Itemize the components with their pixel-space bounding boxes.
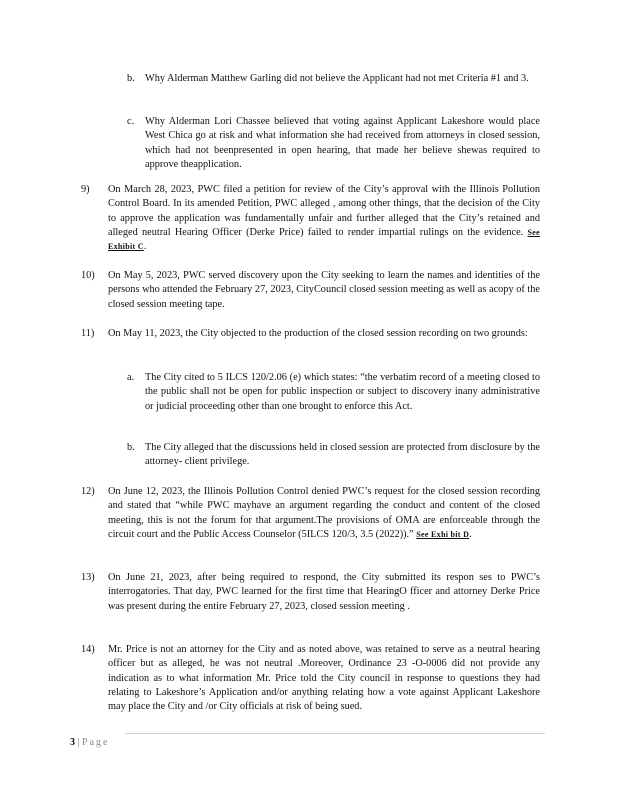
paragraph-11	[108, 327, 540, 341]
item-label: b.	[127, 442, 135, 453]
paragraph-13	[108, 571, 540, 614]
paragraph-text: On June 12, 2023, the Illinois Pollution Control denied PWC’s request for the closed session recording and stated that “while PWC mayhave an argument regarding the conduct and content of the closed meeting, this is not the forum for that argument.The provisions of OMA are enforceable through the circuit court and the Public Access Counselor (5ILCS 120/3, 3.5 (2022)).”	[108, 486, 540, 540]
paragraph-text: On March 28, 2023, PWC filed a petition for review of the City’s approval with the Illinois Pollution Control Board. In its amended Petition, PWC alleged , among other things, that the decision of the City to approve the application was fundamentally unfair and further alleged that the City’s retained and alleged neutral Hearing Officer (Derke Price) failed to render impartial rulings on the evidence.	[108, 184, 540, 238]
paragraph-number: 10)	[81, 270, 95, 281]
page-label: Page	[82, 737, 110, 748]
paragraph-12: On June 12, 2023, the Illinois Pollution Control denied PWC’s request for the closed session recording and stated that “while PWC mayhave an argument regarding the conduct and content of the closed meeting, this is not the forum for that argument.The provisions of OMA are enforceable through the circuit court and the Public Access Counselor (5ILCS 120/3, 3.5 (2022)).” See Exhi bit D.	[108, 486, 540, 540]
paragraph-text: On June 21, 2023, after being required to respond, the City submitted its respon ses to PWC’s interrogatories. That day, PWC learned for the first time that HearingO fficer and attorney Derke Price was present during the entire February 27, 2023, closed session meeting .	[108, 572, 540, 612]
paragraph-9: On March 28, 2023, PWC filed a petition for review of the City’s approval with the Illinois Pollution Control Board. In its amended Petition, PWC alleged , among other things, that the decision of the City to approve the application was fundamentally unfair and further alleged that the City’s retained and alleged neutral Hearing Officer (Derke Price) failed to render impartial rulings on the evidence. See Exhibit C.	[108, 184, 540, 253]
item-label: a.	[127, 372, 135, 383]
paragraph-text: Why Alderman Lori Chassee believed that voting against Applicant Lakeshore would place West Chica go at risk and what information she had received from attorneys in closed session, which had not beenpresented in open hearing, that made her believe shewas required to approve theapplication.	[145, 116, 540, 170]
paragraph-number: 9)	[81, 184, 90, 195]
subparagraph-b-garling	[145, 72, 540, 86]
item-label: c.	[127, 116, 135, 127]
paragraph-number: 12)	[81, 486, 95, 497]
subparagraph-c-chassee	[145, 115, 540, 172]
page-number: 3	[70, 737, 75, 748]
footer-separator: |	[77, 737, 80, 748]
paragraph-number: 13)	[81, 572, 95, 583]
paragraph-14	[108, 643, 540, 714]
paragraph-text: Why Alderman Matthew Garling did not believe the Applicant had not met Criteria #1 and 3.	[145, 73, 529, 84]
exhibit-c-reference[interactable]: See Exhibit C	[108, 227, 540, 252]
paragraph-number: 11)	[81, 328, 95, 339]
paragraph-text: On May 11, 2023, the City objected to the production of the closed session recording on two grounds:	[108, 328, 528, 339]
exhibit-d-reference[interactable]: See Exhi bit D	[416, 529, 470, 539]
item-label: b.	[127, 73, 135, 84]
paragraph-text: The City cited to 5 ILCS 120/2.06 (e) which states: “the verbatim record of a meeting closed to the public shall not be open for public inspection or subject to discovery inany administrative or judicial proceeding other than one brought to enforce this Act.	[145, 372, 540, 412]
paragraph-10	[108, 269, 540, 312]
footer-divider	[125, 733, 545, 734]
paragraph-text: Mr. Price is not an attorney for the City and as noted above, was retained to serve as a neutral hearing officer but as alleged, he was not neutral .Moreover, Ordinance 23 -O-0006 did not provide any indication as to what information Mr. Price told the City council in response to questions they had relating to Lakeshore’s Application and/or anything relating how a vote against Applicant Lakeshore may place the City and /or City officials at risk of being sued.	[108, 644, 540, 713]
subparagraph-b-privilege	[145, 441, 540, 470]
paragraph-number: 14)	[81, 644, 95, 655]
page-footer	[70, 737, 109, 749]
paragraph-text: On May 5, 2023, PWC served discovery upon the City seeking to learn the names and identities of the persons who attended the February 27, 2023, CityCouncil closed session meeting as well as acopy of the closed session meeting tape.	[108, 270, 540, 310]
paragraph-text: The City alleged that the discussions held in closed session are protected from disclosure by the attorney- client privilege.	[145, 442, 540, 468]
subparagraph-a-ilcs	[145, 371, 540, 414]
